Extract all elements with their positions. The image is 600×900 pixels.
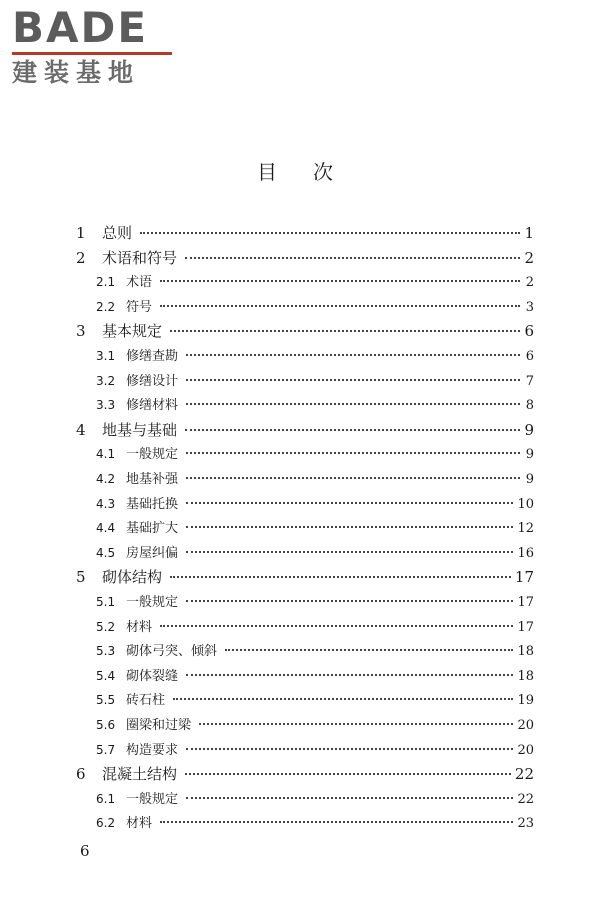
- toc-entry-number: 4: [76, 420, 86, 439]
- toc-entry-label: 砌体结构: [102, 568, 163, 587]
- toc-dot-leader: [186, 797, 513, 799]
- toc-entry-number: 3.1: [96, 349, 116, 363]
- toc-entry-label: 符号: [126, 299, 153, 315]
- toc-entry-number: 5.5: [96, 693, 116, 708]
- toc-entry: [76, 247, 534, 269]
- toc-entry-page: 17: [517, 619, 534, 635]
- toc-dot-leader: [186, 674, 513, 676]
- toc-entry-page: 17: [517, 595, 534, 610]
- toc-entry-number: 5.1: [96, 595, 116, 609]
- toc-dot-leader: [160, 305, 520, 307]
- toc-dot-leader: [225, 649, 513, 651]
- toc-entry-page: 2: [525, 275, 534, 291]
- toc-entry-number: 3.2: [96, 373, 116, 388]
- toc-dot-leader: [186, 748, 513, 750]
- toc-entry: [96, 493, 534, 515]
- toc-entry-page: 23: [517, 816, 534, 832]
- toc-entry-page: 16: [517, 545, 534, 561]
- toc-dot-leader: [186, 526, 513, 528]
- toc-entry-number: 3: [76, 322, 86, 341]
- toc-entry-label: 修缮查勘: [126, 349, 179, 364]
- toc-entry-number: 4.3: [96, 496, 116, 511]
- toc-entry-number: 3.3: [96, 398, 116, 413]
- toc-entry-label: 地基与基础: [102, 420, 178, 439]
- toc-entry-number: 5: [76, 568, 86, 587]
- toc-entry-label: 基础托换: [126, 496, 179, 512]
- toc-entry-number: 2.1: [96, 275, 116, 290]
- toc-entry-page: 22: [517, 791, 534, 807]
- toc-entry-number: 2.2: [96, 299, 116, 314]
- toc-entry-label: 材料: [126, 619, 153, 635]
- toc-entry: [96, 788, 534, 810]
- toc-dot-leader: [186, 502, 513, 504]
- toc-entry-number: 5.7: [96, 742, 116, 757]
- toc-dot-leader: [185, 429, 520, 431]
- toc-entry-page: 20: [517, 742, 534, 758]
- toc-entry-page: 20: [517, 718, 534, 733]
- toc-entry-label: 基本规定: [102, 322, 163, 341]
- toc-dot-leader: [186, 452, 520, 454]
- toc-dot-leader: [186, 379, 520, 381]
- toc-dot-leader: [186, 551, 513, 553]
- toc-dot-leader: [173, 698, 513, 700]
- toc-entry-page: 6: [524, 322, 534, 341]
- toc-entry-label: 圈梁和过梁: [126, 718, 192, 733]
- toc-entry: [76, 763, 534, 785]
- toc-dot-leader: [185, 773, 511, 775]
- toc-dot-leader: [199, 723, 513, 725]
- toc-entry-label: 砌体裂缝: [126, 668, 179, 684]
- toc-entry: [76, 320, 534, 342]
- toc-entry-page: 9: [525, 447, 534, 463]
- toc-entry-page: 1: [524, 224, 534, 242]
- toc-entry-page: 22: [514, 765, 534, 784]
- toc-dot-leader: [160, 280, 520, 282]
- toc-entry: [96, 714, 534, 736]
- toc-entry-label: 混凝土结构: [102, 765, 178, 784]
- toc-entry-label: 术语: [126, 275, 153, 291]
- toc-entry: [96, 345, 534, 367]
- toc-entry-number: 5.3: [96, 644, 116, 659]
- toc-entry: [96, 616, 534, 638]
- toc-dot-leader: [186, 403, 520, 405]
- toc-entry-page: 12: [517, 521, 534, 537]
- toc-entry-number: 6.2: [96, 816, 116, 831]
- page-title: 目次: [257, 160, 369, 184]
- toc-dot-leader: [186, 477, 520, 479]
- toc-entry-page: 7: [525, 373, 534, 389]
- toc-entry-number: 5.4: [96, 668, 116, 683]
- toc-entry: [96, 640, 534, 662]
- logo-subtitle: 建装基地: [12, 58, 141, 87]
- toc-entry: [96, 812, 534, 834]
- toc-entry: [96, 665, 534, 687]
- toc-entry-number: 1: [76, 224, 86, 242]
- toc-entry-label: 地基补强: [126, 472, 179, 487]
- toc-entry: [76, 566, 534, 588]
- logo-brand-text: BADE: [12, 3, 149, 52]
- toc-entry: [96, 739, 534, 761]
- toc-entry-page: 19: [517, 693, 534, 709]
- toc-entry-number: 5.6: [96, 718, 116, 732]
- toc-entry-label: 一般规定: [126, 791, 179, 807]
- toc-entry-label: 构造要求: [126, 742, 179, 758]
- toc-entry-number: 6: [76, 765, 86, 784]
- toc-entry-page: 18: [517, 668, 534, 684]
- toc-dot-leader: [170, 330, 520, 332]
- toc-entry: [96, 689, 534, 711]
- toc-entry-number: 6.1: [96, 791, 116, 806]
- toc-dot-leader: [160, 625, 513, 627]
- toc-entry: [96, 271, 534, 293]
- toc-entry: [96, 468, 534, 490]
- toc-entry-label: 修缮设计: [126, 373, 179, 389]
- toc-entry-page: 17: [514, 568, 534, 587]
- toc-entry: [96, 443, 534, 465]
- toc-entry: [96, 370, 534, 392]
- toc-dot-leader: [170, 576, 511, 578]
- toc-entry-page: 8: [525, 398, 534, 414]
- toc-entry: [76, 222, 534, 244]
- toc-entry-page: 6: [525, 349, 534, 364]
- toc-entry-label: 砖石柱: [126, 693, 166, 709]
- toc-entry-label: 一般规定: [126, 595, 179, 610]
- toc-dot-leader: [186, 600, 513, 602]
- toc-entry-label: 基础扩大: [126, 521, 179, 537]
- toc-entry-page: 3: [525, 299, 534, 315]
- toc-entry-label: 房屋纠偏: [126, 545, 179, 561]
- bade-logo: [12, 3, 174, 89]
- toc-dot-leader: [185, 257, 520, 259]
- toc-entry-page: 18: [517, 644, 534, 660]
- toc-entry-page: 2: [524, 248, 534, 267]
- toc-entry: [96, 296, 534, 318]
- toc-entry-label: 一般规定: [126, 447, 179, 463]
- toc-entry-number: 4.4: [96, 521, 116, 536]
- toc-entry-label: 总则: [102, 224, 133, 242]
- toc-entry-page: 9: [524, 420, 534, 439]
- toc-dot-leader: [186, 354, 520, 356]
- toc-dot-leader: [140, 232, 520, 234]
- toc-entry-number: 2: [76, 248, 86, 267]
- toc-entry-label: 修缮材料: [126, 398, 179, 414]
- toc-entry-label: 砌体弓突、倾斜: [126, 644, 218, 660]
- toc-entry: [96, 517, 534, 539]
- toc-entry-label: 术语和符号: [102, 248, 178, 267]
- toc-entry: [96, 591, 534, 613]
- toc-entry-label: 材料: [126, 816, 153, 832]
- toc-entry: [96, 394, 534, 416]
- toc-entry-number: 5.2: [96, 619, 116, 634]
- toc-entry-number: 4.2: [96, 472, 116, 486]
- toc-entry-page: 9: [525, 472, 534, 487]
- toc-entry-page: 10: [517, 496, 534, 512]
- toc-entry: [76, 419, 534, 441]
- logo-rule: [12, 52, 172, 55]
- toc-entry-number: 4.1: [96, 447, 116, 462]
- toc-entry-number: 4.5: [96, 545, 116, 560]
- toc-entry: [96, 542, 534, 564]
- page-number: 6: [80, 842, 90, 860]
- toc-dot-leader: [160, 821, 513, 823]
